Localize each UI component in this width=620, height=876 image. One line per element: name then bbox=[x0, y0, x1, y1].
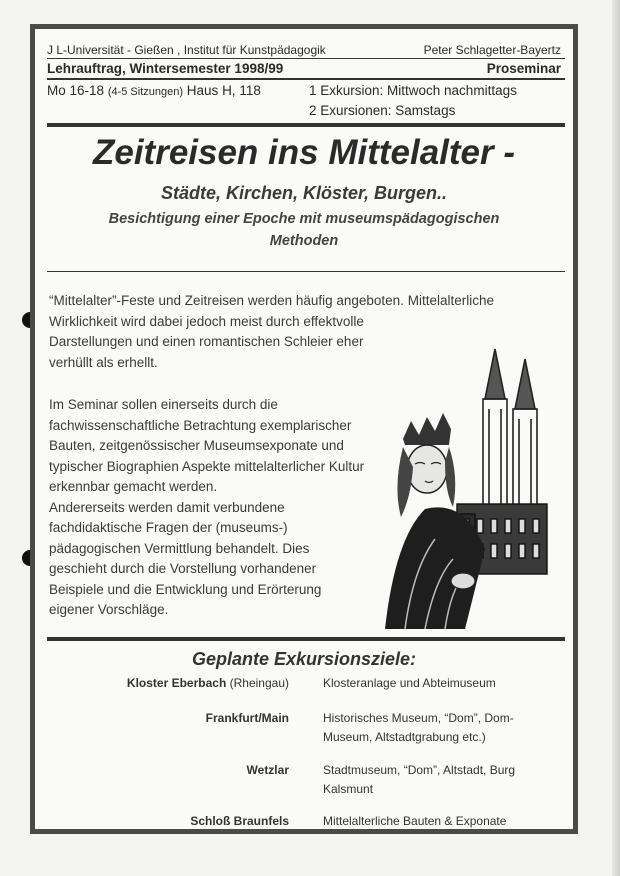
excursion-place bbox=[190, 812, 289, 831]
document-title: Zeitreisen ins Mittelalter - bbox=[92, 133, 516, 172]
excursion-place-name: Kloster Eberbach bbox=[126, 676, 227, 690]
body-paragraph-2 bbox=[49, 395, 364, 621]
body-line: Darstellungen und einen romantischen Schleier eher bbox=[49, 334, 364, 349]
excursion-place-name: Wetzlar bbox=[246, 763, 289, 777]
saint-figure-icon bbox=[345, 329, 560, 629]
excursion-desc-line: Museum, Altstadtgrabung etc.) bbox=[323, 730, 486, 744]
body-line: Wirklichkeit wird dabei jedoch meist durch effektvolle bbox=[49, 313, 364, 329]
body-line: fachdidaktische Fragen der (museums-) bbox=[49, 520, 288, 535]
excursion-place bbox=[247, 761, 289, 780]
page-shadow-edge bbox=[612, 0, 620, 876]
excursion-place bbox=[206, 709, 289, 728]
body-line: geschieht durch die Vorstellung vorhandener bbox=[49, 561, 317, 576]
document-frame bbox=[30, 24, 578, 834]
excursion-place bbox=[127, 674, 289, 693]
header-excursion-1: 1 Exkursion: Mittwoch nachmittags bbox=[309, 83, 517, 98]
document-subline-2: Methoden bbox=[269, 233, 339, 249]
body-line: fachwissenschaftliche Betrachtung exemplarischer bbox=[49, 417, 352, 433]
header-location: Haus H, 118 bbox=[186, 83, 261, 98]
header-rule-2 bbox=[47, 78, 565, 80]
excursion-desc-line: Kalsmunt bbox=[323, 782, 374, 796]
body-line: Bauten, zeitgenössischer Museumsexponate und bbox=[49, 438, 344, 453]
excursion-region: (Rheingau) bbox=[229, 676, 289, 690]
header-excursion-2: 2 Exursionen: Samstags bbox=[309, 103, 456, 118]
header-university: J L-Universität - Gießen , Institut für Kunstpädagogik bbox=[47, 43, 326, 57]
excursion-desc-line: Stadtmuseum, “Dom”, Altstadt, Burg bbox=[323, 763, 516, 777]
section-rule bbox=[47, 637, 565, 641]
document-subtitle: Städte, Kirchen, Klöster, Burgen.. bbox=[160, 183, 448, 203]
excursion-place-name: Schloß Braunfels bbox=[190, 814, 289, 828]
body-line: Im Seminar sollen einerseits durch die bbox=[49, 397, 278, 412]
header-author: Peter Schlagetter-Bayertz bbox=[423, 43, 561, 57]
header-rule-3 bbox=[47, 123, 565, 127]
excursion-desc bbox=[323, 674, 543, 693]
body-line: erkennbar gemacht werden. bbox=[49, 479, 218, 494]
document-subline-1: Besichtigung einer Epoche mit museumspädagogischen bbox=[108, 211, 500, 227]
header-rule-1 bbox=[47, 58, 565, 59]
excursion-desc-line: Historisches Museum, “Dom”, Dom- bbox=[323, 711, 514, 725]
excursion-desc bbox=[323, 709, 543, 747]
excursion-desc bbox=[323, 761, 543, 799]
header-sessions: (4-5 Sitzungen) bbox=[107, 86, 184, 98]
body-line: Beispiele und die Entwicklung und Erörterung bbox=[49, 581, 322, 597]
body-line: typischer Biographien Aspekte mittelalterlicher Kultur bbox=[49, 458, 365, 474]
excursion-desc-line: Mittelalterliche Bauten & Exponate bbox=[323, 814, 507, 828]
body-line: Andererseits werden damit verbundene bbox=[49, 499, 285, 515]
excursion-place-name: Frankfurt/Main bbox=[205, 711, 289, 725]
excursion-desc bbox=[323, 812, 543, 831]
body-line: pädagogischen Vermittlung behandelt. Dies bbox=[49, 540, 310, 556]
header-time: Mo 16-18 bbox=[47, 83, 105, 98]
body-line: “Mittelalter”-Feste und Zeitreisen werden häufig angeboten. Mittelalterliche bbox=[49, 293, 494, 308]
header-course-type: Proseminar bbox=[486, 61, 561, 76]
header-course: Lehrauftrag, Wintersemester 1998/99 bbox=[47, 61, 284, 76]
excursions-title: Geplante Exkursionsziele: bbox=[191, 649, 417, 669]
excursion-desc-line: Klosteranlage und Abteimuseum bbox=[323, 676, 496, 690]
title-rule bbox=[47, 271, 565, 272]
header-schedule bbox=[47, 83, 261, 98]
body-line: verhüllt als erhellt. bbox=[49, 354, 158, 370]
body-line: eigener Vorschläge. bbox=[49, 602, 169, 617]
